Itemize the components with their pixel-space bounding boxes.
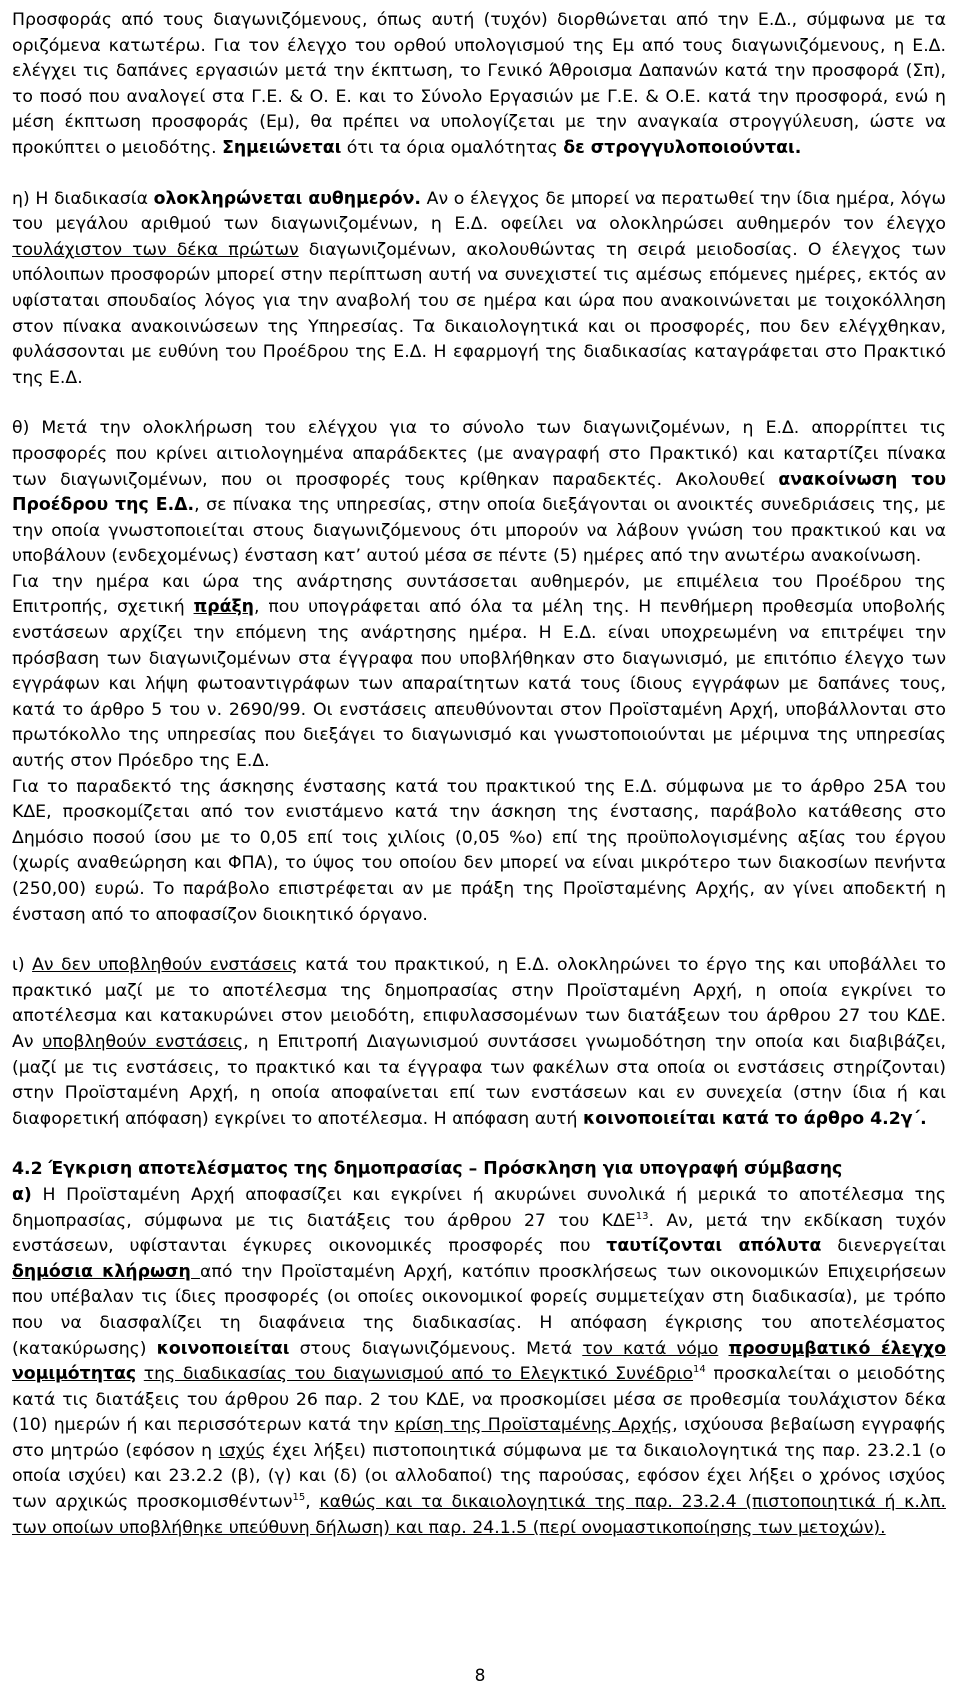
heading-text: 4.2 Έγκριση αποτελέσματος της δημοπρασίας – Πρόσκληση για υπογραφή σύμβασης <box>12 1159 843 1180</box>
paragraph-alpha <box>12 1183 946 1541</box>
bold-note: Σημειώνεται <box>222 137 342 158</box>
text-run: Αν ο έλεγχος δε μπορεί να περατωθεί την ίδια ημέρα, λόγω του μεγάλου αριθμού των διαγωνιζομένων, η Ε.Δ. οφείλει να ολοκληρώσει αυθημερόν τον έλεγχο <box>12 188 946 235</box>
underlined-validity: ισχύς <box>218 1440 266 1461</box>
underlined-first-ten: τουλάχιστον των δέκα πρώτων <box>12 239 299 260</box>
paragraph-fee <box>12 775 946 929</box>
footnote-ref-14: 14 <box>693 1364 706 1376</box>
text-run: διενεργείται <box>821 1236 946 1257</box>
text-run: ι) <box>12 955 33 976</box>
bold-underlined-act: πράξη <box>193 597 254 618</box>
text-run: θ) Μετά την ολοκλήρωση του ελέγχου για το σύνολο των διαγωνιζομένων, η Ε.Δ. απορρίπτει τις προσφορές που κρίνει αιτιολογημένα απαράδεκτες (με αναγραφή στο Πρακτικό) και καταρτίζει πίνακα των διαγωνιζομένων, που οι προσφορές τους κρίθηκαν παραδεκτές. Ακολουθεί <box>12 418 946 490</box>
underlined-court-of-audit: της διαδικασίας του διαγωνισμού από το Ελεγκτικό Συνέδριο <box>143 1364 694 1385</box>
footnote-ref-13: 13 <box>635 1210 649 1222</box>
item-label-a: α) <box>12 1184 32 1205</box>
bold-underlined-lottery: δημόσια κλήρωση <box>12 1261 201 1282</box>
text-run: κατά του πρακτικού, η Ε.Δ. ολοκληρώνει το έργο της και υποβάλλει το πρακτικό μαζί με το αποτέλεσμα της δημοπρασίας στην Προϊσταμένη Αρχή, η οποία εγκρίνει το αποτέλεσμα και κατακυρώνει στον μειοδότη, επιφυλασσομένων των διατάξεων του άρθρου 27 του ΚΔΕ. Αν <box>12 955 946 1052</box>
paragraph-posting-act <box>12 570 946 775</box>
underlined-no-objections: Αν δεν υποβληθούν ενστάσεις <box>32 955 298 976</box>
underlined-objections: υποβληθούν ενστάσεις <box>42 1031 244 1052</box>
text-run: ότι τα όρια ομαλότητας <box>341 137 564 158</box>
paragraph-price-check <box>12 8 946 162</box>
text-run: στους διαγωνιζόμενους. Μετά <box>289 1338 583 1359</box>
text-run: έχει λήξει) πιστοποιητικά σύμφωνα με τα δικαιολογητικά της παρ. 23.2.1 (ο οποία ισχύει) και 23.2.2 (β), (γ) και (δ) (οι αλλοδαποί) της παρούσας, εφόσον έχει λήξει ο χρόνος ισχύος των αρχικώς προσκομισθέντων <box>12 1440 946 1513</box>
text-run: , η Επιτροπή Διαγωνισμού συντάσσει γνωμοδότηση την οποία και διαβιβάζει, (μαζί με τις ενστάσεις, το πρακτικό και τα έγγραφα των φακέλων στα οποία οι ενστάσεις στηρίζονται) στην Προϊσταμένη Αρχή, η οποία αποφαίνεται επί των ενστάσεων και εν συνεχεία (στην ίδια ή και διαφορετική απόφαση) εγκρίνει το αποτέλεσμα. Η απόφαση αυτή <box>12 1031 947 1129</box>
text-run: η) Η διαδικασία <box>12 188 154 209</box>
underlined-by-law: τον κατά νόμο <box>582 1338 719 1359</box>
text-run: Για την ημέρα και ώρα της ανάρτησης συντάσσεται αυθημερόν, με επιμέλεια του Προέδρου της Επιτροπής, σχετική <box>12 571 946 618</box>
bold-rounding: δε στρογγυλοποιούνται. <box>563 137 802 158</box>
bold-announcement: ανακοίνωση του Προέδρου της Ε.Δ. <box>12 469 946 516</box>
bold-same-day: ολοκληρώνεται αυθημερόν. <box>153 188 421 209</box>
text-run: , που υπογράφεται από όλα τα μέλη της. Η πενθήμερη προθεσμία υποβολής ενστάσεων αρχίζει την επόμενη της ανάρτησης ημέρα. Η Ε.Δ. είναι υποχρεωμένη να επιτρέψει την πρόσβαση των διαγωνιζομένων στα έγγραφα που υποβλήθηκαν στο διαγωνισμό, με επιτόπιο έλεγχο των εγγράφων και λήψη φωτοαντιγράφων των απαραίτητων κατά τους ίδιους εγγράφων με δαπάνες τους, κατά το άρθρο 5 του ν. 2690/99. Οι ενστάσεις απευθύνονται στον Προϊσταμένη Αρχή, υποβάλλονται στο πρωτόκολλο της υπηρεσίας που διεξάγει το διαγωνισμό και γνωστοποιούνται με μέριμνα της υπηρεσίας αυτής στον Πρόεδρο της Ε.Δ. <box>12 597 946 772</box>
text-run: . Αν, μετά την εκδίκαση τυχόν ενστάσεων, υφίστανται έγκυρες οικονομικές προσφορές που <box>12 1210 946 1257</box>
paragraph-iota <box>12 953 946 1132</box>
bold-notification: κοινοποιείται κατά το άρθρο 4.2γ΄. <box>582 1108 927 1129</box>
text-run: από την Προϊσταμένη Αρχή, κατόπιν προσκλήσεως των οικονομικών Επιχειρήσεων που υπέβαλαν τις ίδιες προσφορές (οι οποίες οικονομικοί φορείς συμμετείχαν στη διαδικασία), με τρόπο που να διασφαλίζει τη διαφάνεια της διαδικασίας. Η απόφαση έγκρισης του αποτελέσματος (κατακύρωσης) <box>12 1261 947 1359</box>
text-run: διαγωνιζομένων, ακολουθώντας τη σειρά μειοδοσίας. Ο έλεγχος των υπόλοιπων προσφορών μπορεί στην περίπτωση αυτή να συνεχιστεί τις αμέσως επόμενες ημέρες, εκτός αν υφίσταται σπουδαίος λόγος για την αναβολή του σε ημέρα και ώρα που ανακοινώνεται με τοιχοκόλληση στον πίνακα ανακοινώσεων της Υπηρεσίας. Τα δικαιολογητικά και οι προσφορές, που δεν ελέγχθηκαν, φυλάσσονται με ευθύνη του Προέδρου της Ε.Δ. Η εφαρμογή της διαδικασίας καταγράφεται στο Πρακτικό της Ε.Δ. <box>12 239 946 388</box>
text-run: Η Προϊσταμένη Αρχή αποφασίζει και εγκρίνει ή ακυρώνει συνολικά ή μερικά το αποτέλεσμα της δημοπρασίας, σύμφωνα με τις διατάξεις του άρθρου 27 του ΚΔΕ <box>12 1184 946 1231</box>
bold-underlined-precontract-check: προσυμβατικό έλεγχο νομιμότητας <box>12 1338 946 1385</box>
paragraph-theta <box>12 416 946 570</box>
footnote-ref-15: 15 <box>292 1492 306 1504</box>
text-run: προσκαλείται ο μειοδότης κατά τις διατάξεις του άρθρου 26 παρ. 2 του ΚΔΕ, να προσκομίσει μέσα σε προθεσμία τουλάχιστον δέκα (10) ημερών ή και περισσότερων κατά την <box>12 1364 946 1436</box>
page-number: 8 <box>474 1666 486 1686</box>
underlined-authority-judgement: κρίση της Προϊσταμένης Αρχής <box>394 1415 673 1436</box>
text-run: Προσφοράς από τους διαγωνιζόμενους, όπως αυτή (τυχόν) διορθώνεται από την Ε.Δ., σύμφωνα με τα οριζόμενα κατωτέρω. Για τον έλεγχο του ορθού υπολογισμού της Εμ από τους διαγωνιζόμενους, η Ε.Δ. ελέγχει τις δαπάνες εργασιών μετά την έκπτωση, το Γενικό Άθροισμα Δαπανών κατά την προσφορά (Σπ), το ποσό που αναλογεί στα Γ.Ε. & Ο. Ε. και το Σύνολο Εργασιών με Γ.Ε. & Ο.Ε. κατά την προσφορά, ενώ η μέση έκπτωση προσφοράς (Εμ), θα πρέπει να υπολογίζεται με την αναγκαία στρογγύλευση, ώστε να προκύπτει ο μειοδότης. <box>12 10 946 158</box>
section-heading-4-2 <box>12 1157 946 1183</box>
paragraph-eta <box>12 187 946 392</box>
text-run: Για το παραδεκτό της άσκησης ένστασης κατά του πρακτικού της Ε.Δ. σύμφωνα με το άρθρο 25Α του ΚΔΕ, προσκομίζεται από τον ενιστάμενο κατά την άσκηση της ένστασης, παράβολο κατάθεσης στο Δημόσιο ποσού ίσου με το 0,05 επί τοις χιλίοις (0,05 %o) επί της προϋπολογισμένης αξίας του έργου (χωρίς αναθεώρηση και ΦΠΑ), το ύψος του οποίου δεν μπορεί να είναι μικρότερο των διακοσίων πενήντα (250,00) ευρώ. Το παράβολο επιστρέφεται αν με πράξη της Προϊσταμένης Αρχής, αν γίνει αποδεκτή η ένσταση από το αποφασίζον διοικητικό όργανο. <box>12 776 946 925</box>
text-run: , ισχύουσα βεβαίωση εγγραφής στο μητρώο (εφόσον η <box>12 1415 946 1461</box>
bold-notified: κοινοποιείται <box>156 1338 290 1359</box>
underlined-supporting-documents: καθώς και τα δικαιολογητικά της παρ. 23.2.4 (πιστοποιητικά ή κ.λπ. των οποίων υποβλήθηκε υπεύθυνη δήλωση) και παρ. 24.1.5 (περί ονομαστικοποίησης των μετοχών). <box>12 1492 946 1538</box>
bold-identical: ταυτίζονται απόλυτα <box>606 1236 822 1257</box>
text-run: , <box>305 1492 320 1513</box>
text-run: , σε πίνακα της υπηρεσίας, στην οποία διεξάγονται οι ανοικτές συνεδριάσεις της, με την οποία γνωστοποιείται στους διαγωνιζόμενους ότι μπορούν να λάβουν γνώση του πρακτικού και να υποβάλουν (ενδεχομένως) ένσταση κατ’ αυτού μέσα σε πέντε (5) ημέρες από την ανωτέρω ανακοίνωση. <box>12 495 946 567</box>
